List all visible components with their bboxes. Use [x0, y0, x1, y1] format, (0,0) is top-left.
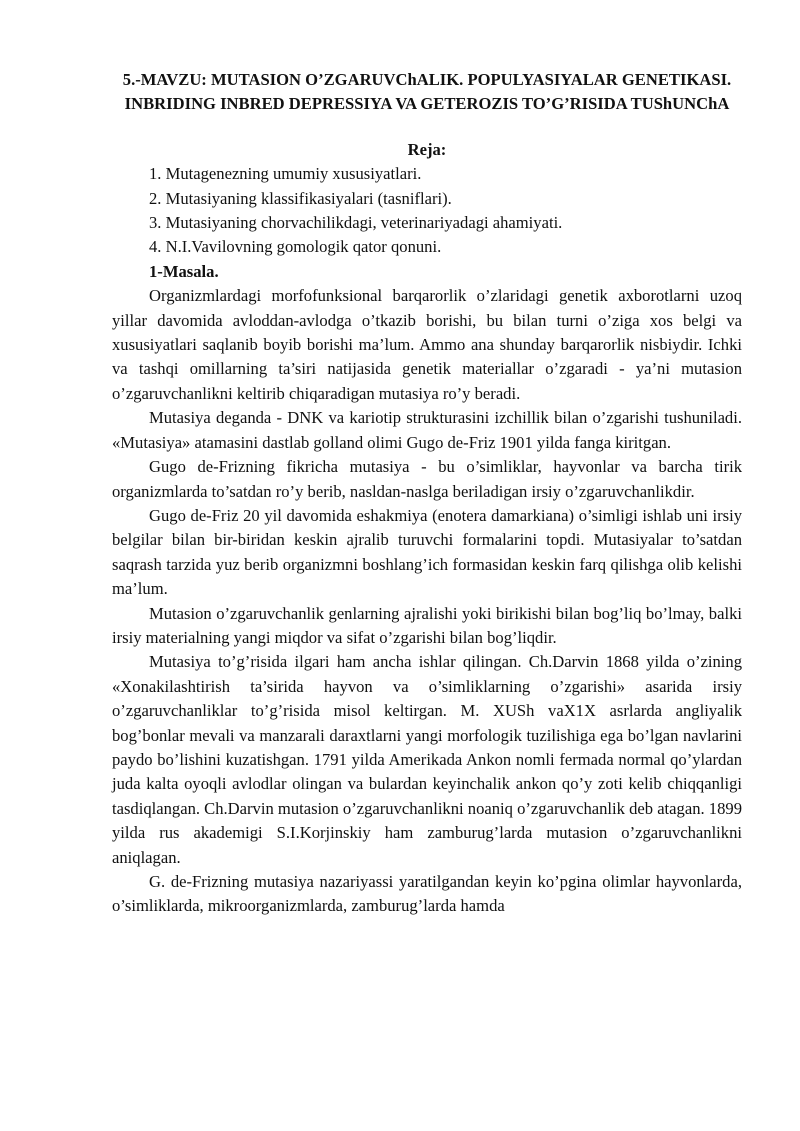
body-paragraph: Mutasiya to’g’risida ilgari ham ancha ishlar qilingan. Ch.Darvin 1868 yilda o’zining «Xonakilashtirish ta’sirida hayvon va o’simliklarning o’zgarishi» asarida irsiy o’zgaruvchanliklar to’g’risida misol keltirgan. M. XUSh vaX1X asrlarda angliyalik bog’bonlar mevali va manzarali daraxtlarni yangi morfologik tuzilishiga ega bo’lgan navlarini paydo bo’lishini kuzatishgan. 1791 yilda Amerikada Ankon nomli fermada normal qo’ylardan juda kalta oyoqli avlodlar olingan va bulardan keyinchalik ankon qo’y zoti kelib chiqqanligi tasdiqlangan. Ch.Darvin mutasion o’zgaruvchanlikni noaniq o’zgaruvchanlik deb atagan. 1899 yilda rus akademigi S.I.Korjinskiy ham zamburug’larda mutasion o’zgaruvchanlikni aniqlagan.	[112, 652, 742, 867]
body-paragraph: Gugo de-Frizning fikricha mutasiya - bu o’simliklar, hayvonlar va barcha tirik organizmlarda to’satdan ro’y berib, nasldan-naslga beriladigan irsiy o’zgaruvchanlikdir.	[112, 457, 742, 501]
plan-item: 4. N.I.Vavilovning gomologik qator qonuni.	[149, 237, 442, 257]
plan-heading: Reja:	[407, 139, 447, 159]
body-paragraph: G. de-Frizning mutasiya nazariyassi yaratilgandan keyin ko’pgina olimlar hayvonlarda, o’simliklarda, mikroorganizmlarda, zamburug’larda hamda	[112, 872, 742, 916]
document-title: 5.-MAVZU: MUTASION O’ZGARUVChALIK. POPULYASIYALAR GENETIKASI. INBRIDING INBRED DEPRESSIYA VA GETEROZIS TO’G’RISIDA TUShUNChA	[122, 70, 732, 114]
body-paragraph: Mutasion o’zgaruvchanlik genlarning ajralishi yoki birikishi bilan bog’liq bo’lmay, balki irsiy materialning yangi miqdor va sifat o’zgarishi bilan bog’liqdir.	[112, 603, 742, 647]
plan-list	[112, 162, 742, 260]
body-paragraph: Gugo de-Friz 20 yil davomida eshakmiya (enotera damarkiana) o’simligi ishlab uni irsiy belgilar bilan bir-biridan keskin ajralib turuvchi formalarini topdi. Mutasiyalar to’satdan saqrash tarzida yuz berib organizmni boshlang’ich formasidan keskin farq qilishga olib kelishi ma’lum.	[112, 505, 742, 599]
body-paragraph: Organizmlardagi morfofunksional barqarorlik o’zlaridagi genetik axborotlarni uzoq yillar davomida avloddan-avlodga o’tkazib borishi, bu bilan turni o’ziga xos belgi va xususiyatlari saqlanib boyib borishi ma’lum. Ammo ana shunday barqarorlik nisbiydir. Ichki va tashqi omillarning ta’siri natijasida genetik materiallar o’zgaradi - ya’ni mutasion o’zgaruvchanlikni keltirib chiqaradigan mutasiya ro’y beradi.	[112, 286, 742, 403]
plan-item: 1. Mutagenezning umumiy xususiyatlari.	[149, 164, 422, 184]
document-page	[112, 68, 742, 919]
section-heading: 1-Masala.	[149, 261, 219, 281]
body-paragraph: Mutasiya deganda - DNK va kariotip strukturasini izchillik bilan o’zgarishi tushuniladi. «Mutasiya» atamasini dastlab golland olimi Gugo de-Friz 1901 yilda fanga kiritgan.	[112, 408, 742, 452]
plan-item: 2. Mutasiyaning klassifikasiyalari (tasniflari).	[149, 188, 452, 208]
plan-item: 3. Mutasiyaning chorvachilikdagi, veterinariyadagi ahamiyati.	[149, 213, 563, 233]
